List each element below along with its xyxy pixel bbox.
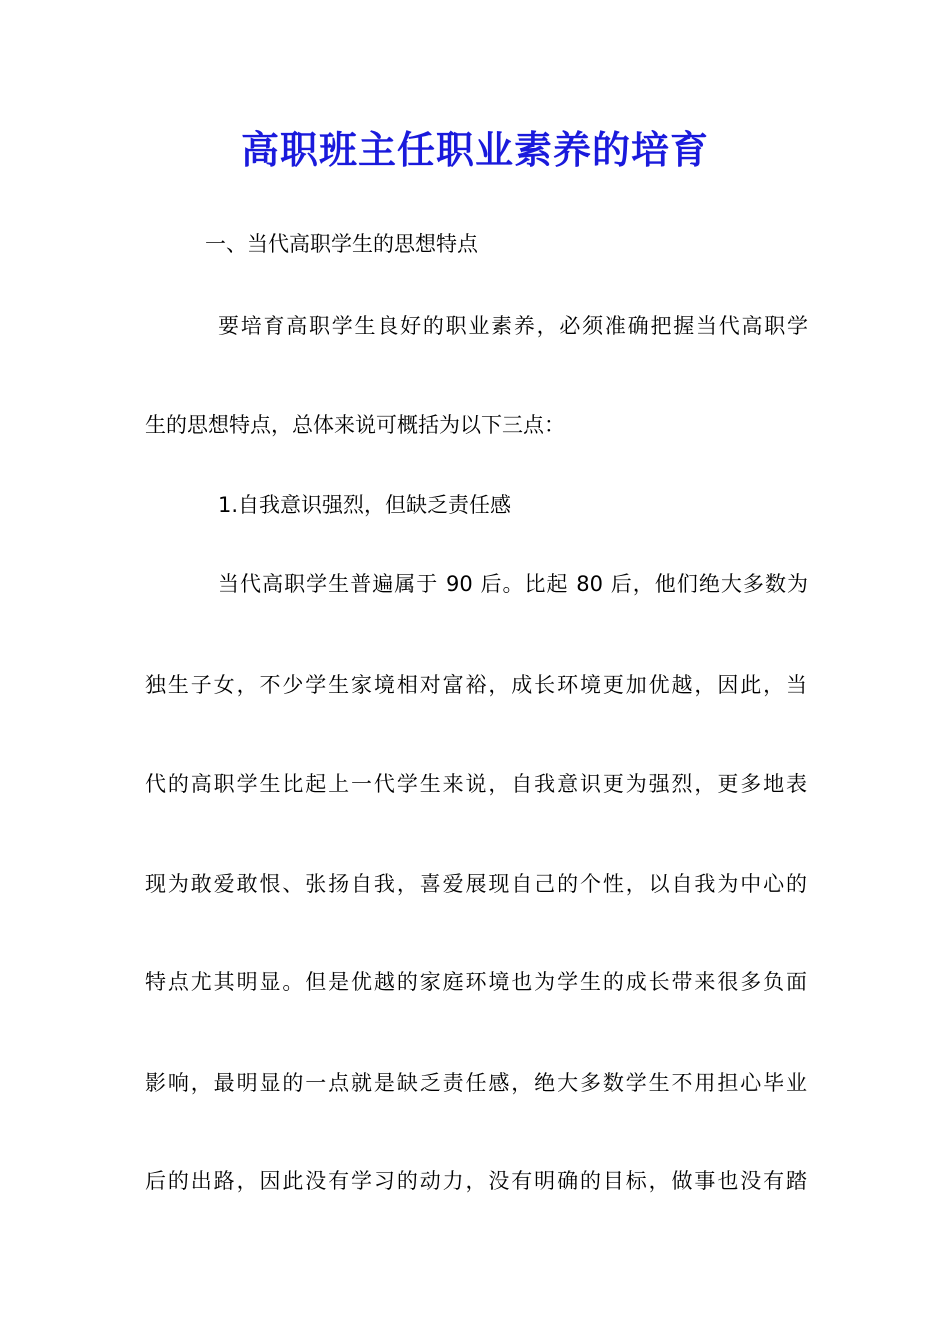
- paragraph-line: 独生子女，不少学生家境相对富裕，成长环境更加优越，因此，当: [145, 673, 807, 697]
- paragraph-line: 影响，最明显的一点就是缺乏责任感，绝大多数学生不用担心毕业: [145, 1071, 807, 1095]
- paragraph-line: 当代高职学生普遍属于 90 后。比起 80 后，他们绝大多数为: [218, 572, 808, 596]
- subsection-heading: 1.自我意识强烈，但缺乏责任感: [218, 493, 512, 517]
- document-title: 高职班主任职业素养的培育: [240, 127, 709, 172]
- paragraph-line: 代的高职学生比起上一代学生来说，自我意识更为强烈，更多地表: [145, 772, 807, 796]
- paragraph-line: 后的出路，因此没有学习的动力，没有明确的目标，做事也没有踏: [145, 1169, 807, 1193]
- section-heading: 一、当代高职学生的思想特点: [205, 232, 478, 256]
- paragraph-line: 要培育高职学生良好的职业素养，必须准确把握当代高职学: [218, 314, 808, 338]
- paragraph-line: 现为敢爱敢恨、张扬自我，喜爱展现自己的个性，以自我为中心的: [145, 872, 807, 896]
- paragraph-line: 生的思想特点，总体来说可概括为以下三点：: [145, 413, 565, 437]
- paragraph-line: 特点尤其明显。但是优越的家庭环境也为学生的成长带来很多负面: [145, 970, 807, 994]
